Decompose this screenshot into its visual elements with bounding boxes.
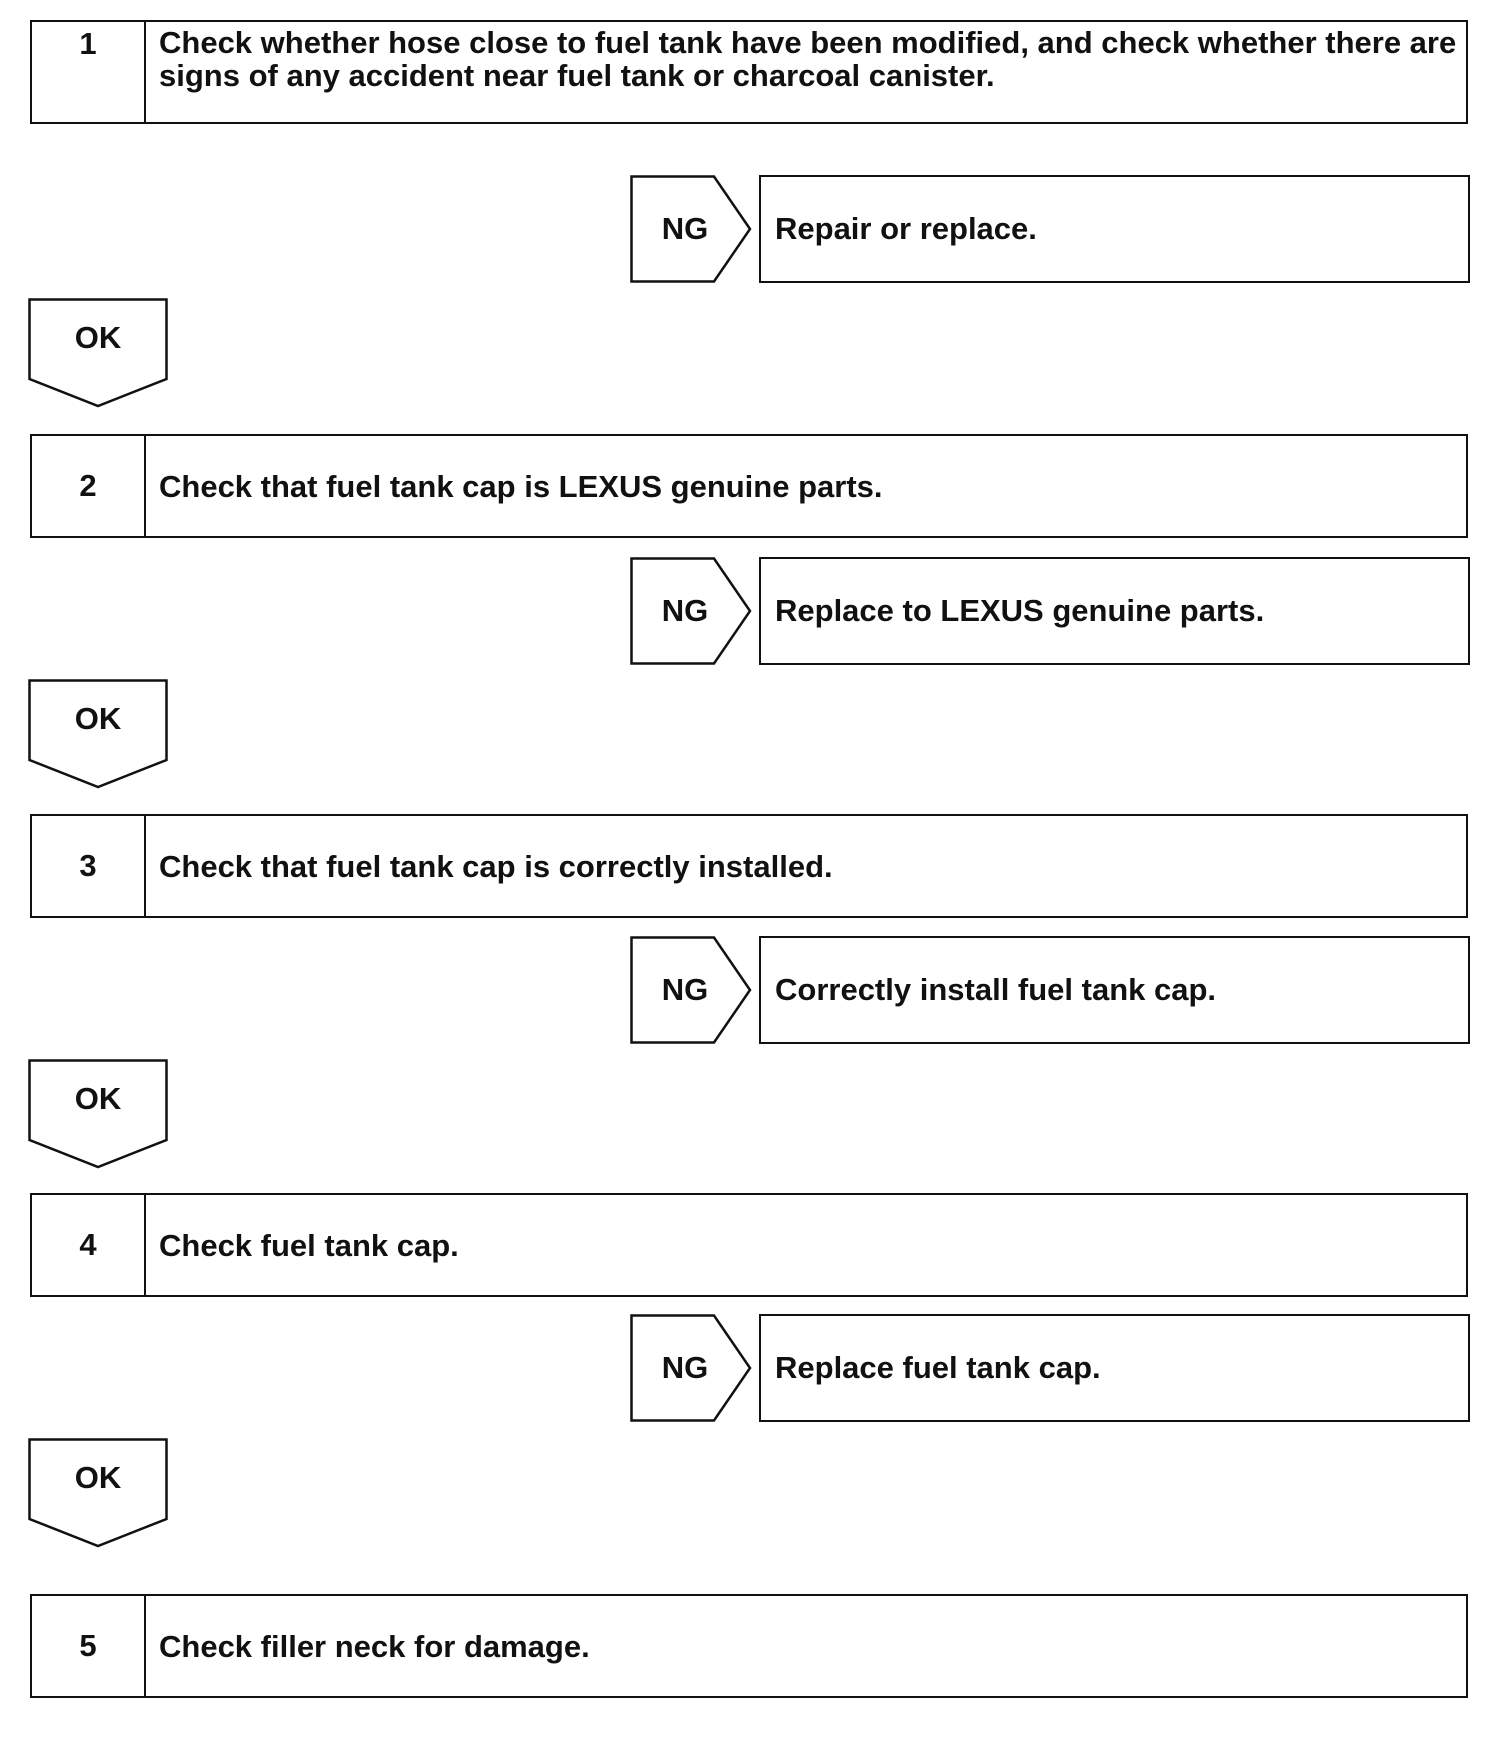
step-1-box [30, 20, 1468, 124]
step-text: Check whether hose close to fuel tank have been modified, and check whether there are signs of any accident near fuel tank or charcoal canister. [159, 25, 1457, 93]
ng-action-4: Replace fuel tank cap. [759, 1314, 1470, 1422]
ok-label: OK [74, 1081, 122, 1116]
step-number: 3 [32, 816, 146, 916]
ok-badge-4 [28, 1438, 168, 1548]
step-number: 2 [32, 436, 146, 536]
step-5-box [30, 1594, 1468, 1698]
step-text: Check fuel tank cap. [159, 1227, 459, 1263]
ng-label: NG [661, 211, 709, 246]
ok-label: OK [74, 701, 122, 736]
step-2-box [30, 434, 1468, 538]
ok-badge-1 [28, 298, 168, 408]
ng-badge-4 [630, 1314, 754, 1422]
ng-badge-3 [630, 936, 754, 1044]
ng-badge-2 [630, 557, 754, 665]
step-number: 4 [32, 1195, 146, 1295]
ok-badge-3 [28, 1059, 168, 1169]
ok-label: OK [74, 1460, 122, 1495]
step-4-box [30, 1193, 1468, 1297]
ng-label: NG [661, 1350, 709, 1385]
step-number: 1 [32, 22, 146, 122]
ok-label: OK [74, 320, 122, 355]
step-3-box [30, 814, 1468, 918]
ng-badge-1 [630, 175, 754, 283]
ng-action-2: Replace to LEXUS genuine parts. [759, 557, 1470, 665]
ok-badge-2 [28, 679, 168, 789]
step-number: 5 [32, 1596, 146, 1696]
ng-action-1: Repair or replace. [759, 175, 1470, 283]
step-text: Check that fuel tank cap is correctly installed. [159, 848, 833, 884]
ng-label: NG [661, 593, 709, 628]
step-text: Check that fuel tank cap is LEXUS genuine parts. [159, 468, 883, 504]
step-text: Check filler neck for damage. [159, 1628, 590, 1664]
ng-action-3: Correctly install fuel tank cap. [759, 936, 1470, 1044]
ng-label: NG [661, 972, 709, 1007]
